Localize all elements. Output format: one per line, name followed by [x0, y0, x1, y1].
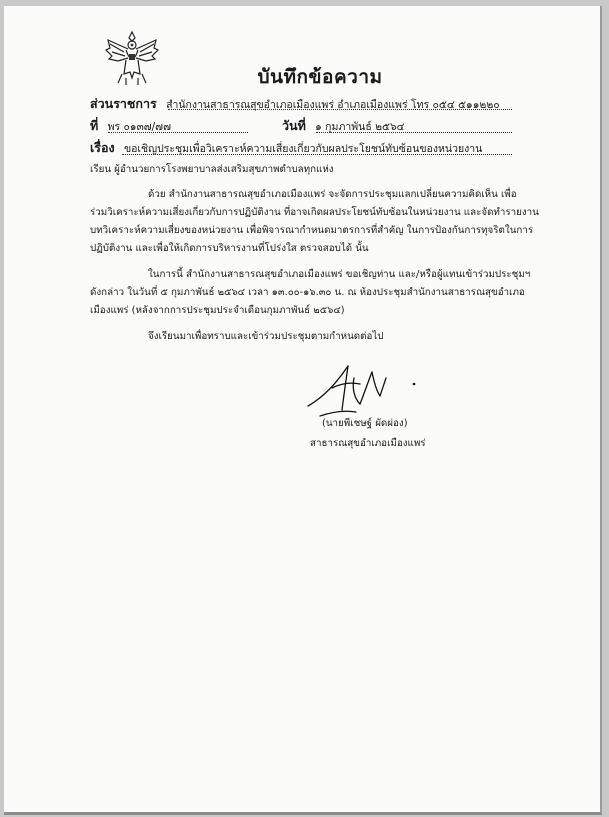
document-title: บันทึกข้อความ — [257, 66, 383, 88]
reference-label: ที่ — [90, 118, 99, 133]
signer-position: สาธารณสุขอำเภอเมืองแพร่ — [310, 438, 426, 449]
subject-value: ขอเชิญประชุมเพื่อวิเคราะห์ความเสี่ยงเกี่ยวกับผลประโยชน์ทับซ้อนของหน่วยงาน — [123, 143, 483, 155]
date-label: วันที่ — [282, 118, 306, 133]
subject-dotted-line — [122, 154, 512, 155]
paragraph1-line1: ด้วย สำนักงานสาธารณสุขอำเภอเมืองแพร่ จะจัดการประชุมแลกเปลี่ยนความคิดเห็น เพื่อ — [148, 189, 517, 200]
date-line — [282, 116, 405, 136]
reference-dotted-line — [108, 132, 248, 133]
date-dotted-line — [316, 132, 512, 133]
subject-line — [90, 138, 482, 158]
salutation: เรียน ผู้อำนวยการโรงพยาบาลส่งเสริมสุขภาพตำบลทุกแห่ง — [90, 164, 334, 175]
agency-value: สำนักงานสาธารณสุขอำเภอเมืองแพร่ อำเภอเมืองแพร่ โทร ๐๕๔ ๕๑๑๒๒๐ — [166, 99, 500, 111]
date-value: ๑ กุมภาพันธ์ ๒๕๖๔ — [315, 121, 405, 133]
paragraph2-line2: ดังกล่าว ในวันที่ ๕ กุมภาพันธ์ ๒๕๖๔ เวลา ๑๓.๐๐-๑๖.๓๐ น. ณ ห้องประชุมสำนักงานสาธารณสุขอำเภอ — [90, 287, 525, 298]
memo-page — [4, 6, 602, 815]
agency-line — [90, 94, 500, 114]
paragraph1-line3: บทวิเคราะห์ความเสี่ยงของหน่วยงาน เพื่อพิจารณากำหนดมาตรการที่สำคัญ ในการป้องกันการทุจริตในการ — [90, 225, 534, 236]
reference-value: พร ๐๑๓๗/๗๗ — [107, 121, 171, 133]
subject-label: เรื่อง — [90, 140, 115, 155]
paragraph2-line3: เมืองแพร่ (หลังจากการประชุมประจำเดือนกุมภาพันธ์ ๒๕๖๔) — [90, 305, 345, 316]
agency-label: ส่วนราชการ — [90, 96, 157, 111]
paragraph2-line1: ในการนี้ สำนักงานสาธารณสุขอำเภอเมืองแพร่ ขอเชิญท่าน และ/หรือผู้แทนเข้าร่วมประชุมฯ — [148, 269, 531, 280]
paragraph1-line2: ร่วมวิเคราะห์ความเสี่ยงเกี่ยวกับการปฏิบัติงาน ที่อาจเกิดผลประโยชน์ทับซ้อนในหน่วยงาน และจัดทำรายงาน — [90, 207, 539, 218]
reference-line — [90, 116, 171, 136]
closing-line: จึงเรียนมาเพื่อทราบและเข้าร่วมประชุมตามกำหนดต่อไป — [148, 331, 384, 342]
agency-dotted-line — [168, 109, 512, 110]
signer-name: (นายพีเชษฐ์ ผัดผ่อง) — [322, 418, 408, 429]
paragraph1-line4: ปฏิบัติงาน และเพื่อให้เกิดการบริหารงานที่โปร่งใส ตรวจสอบได้ นั้น — [90, 243, 369, 254]
